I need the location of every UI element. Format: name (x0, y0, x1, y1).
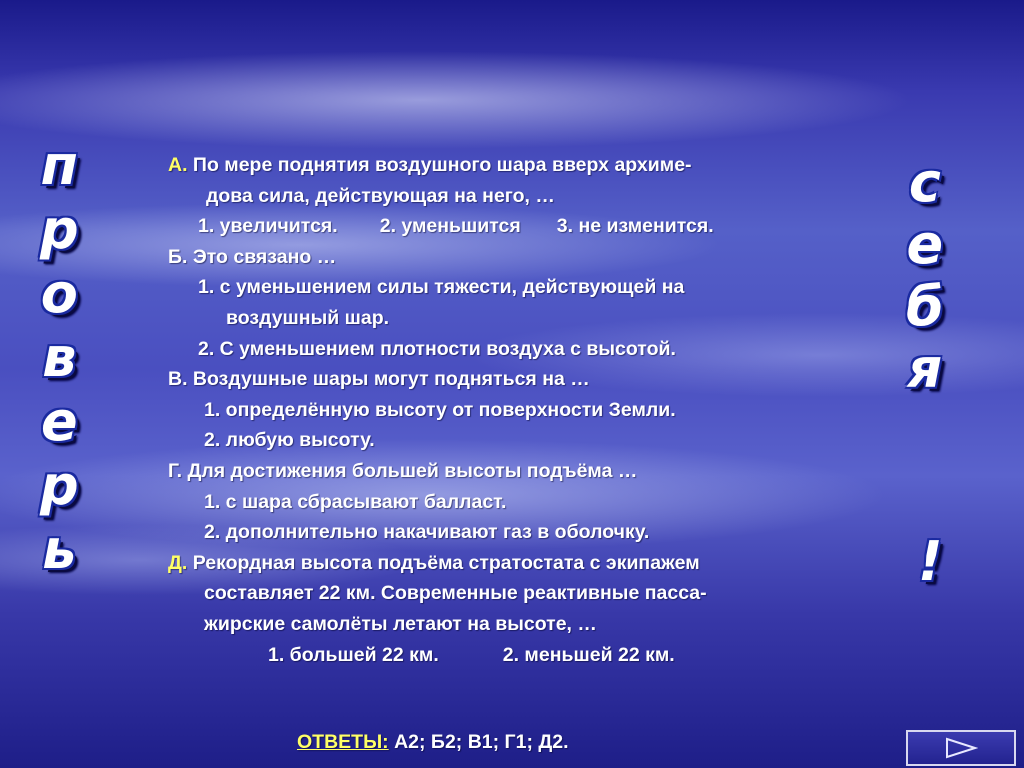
side-word-left (40, 134, 79, 582)
side-letter: ь (42, 518, 77, 581)
question-d-letter: Д. (168, 551, 188, 574)
question-a-text: По мере поднятия воздушного шара вверх архиме- (192, 154, 692, 176)
answers-line (297, 731, 569, 754)
question-d-line2: составляет 22 км. Современные реактивные пасса- (204, 582, 707, 605)
question-a-letter: А. (168, 154, 188, 176)
exclamation-mark: ! (918, 530, 943, 593)
side-exclamation (918, 530, 943, 594)
side-letter: я (907, 337, 943, 400)
side-letter: б (906, 275, 944, 338)
side-letter: в (42, 326, 77, 389)
option: 1. большей 22 км. (268, 643, 439, 666)
next-slide-button[interactable] (906, 730, 1016, 766)
option: 3. не изменится. (556, 215, 714, 238)
side-letter: п (40, 134, 78, 197)
option: 2. любую высоту. (204, 429, 375, 452)
question-d-line1 (168, 548, 888, 579)
option: 2. уменьшится (379, 215, 521, 238)
side-letter: с (908, 151, 941, 214)
question-v-text: В. Воздушные шары могут подняться на … (168, 368, 590, 391)
question-d-text: Рекордная высота подъёма стратостата с экипажем (192, 551, 700, 574)
option: 2. С уменьшением плотности воздуха с высотой. (198, 337, 676, 360)
option: 2. меньшей 22 км. (502, 643, 675, 666)
question-d-line3: жирские самолёты летают на высоте, … (204, 612, 597, 635)
answers-values: А2; Б2; В1; Г1; Д2. (394, 731, 569, 753)
side-word-right (906, 152, 944, 400)
question-a-line2: дова сила, действующая на него, … (206, 184, 555, 207)
answers-label: ОТВЕТЫ: (297, 731, 389, 753)
question-a-options (168, 211, 888, 242)
side-letter: р (40, 198, 79, 261)
side-letter: е (41, 390, 78, 453)
side-letter: е (906, 213, 944, 276)
option: 2. дополнительно накачивают газ в оболочку. (204, 521, 650, 544)
question-d-options (168, 640, 888, 671)
side-letter: р (40, 454, 79, 517)
option: 1. увеличится. (198, 215, 338, 238)
side-letter: о (40, 262, 78, 325)
quiz-content (168, 150, 888, 670)
option-continuation: воздушный шар. (226, 306, 390, 329)
option: 1. с шара сбрасывают балласт. (204, 490, 507, 513)
option: 1. определённую высоту от поверхности Земли. (204, 398, 676, 421)
play-triangle-icon (944, 737, 978, 759)
option: 1. с уменьшением силы тяжести, действующей на (198, 276, 685, 299)
question-a-line1 (168, 150, 888, 181)
question-g-text: Г. Для достижения большей высоты подъёма … (168, 459, 638, 482)
question-b-text: Б. Это связано … (168, 245, 337, 268)
